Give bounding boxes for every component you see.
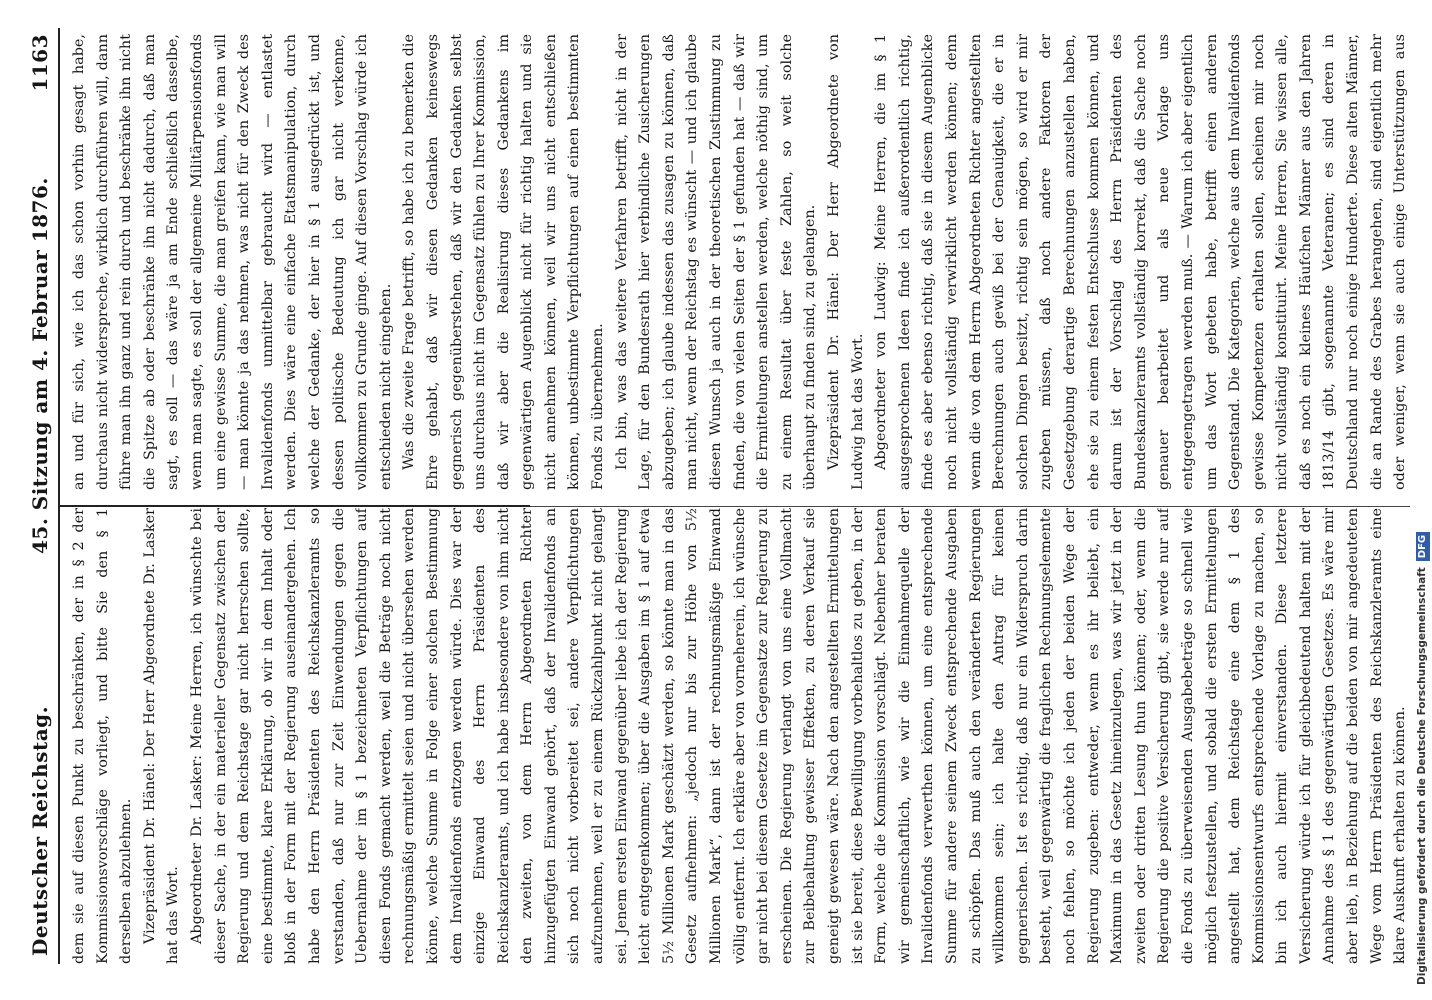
dfg-credit [1408,0,1432,1000]
left-paragraph: Vizepräsident Dr. Hänel: Der Herr Abgeordnete Dr. Lasker hat das Wort. [141,508,182,964]
dfg-credit-text: Digitalisierung gefördert durch die Deutsche Forschungsgemeinschaft [1416,567,1428,985]
left-paragraph: Abgeordneter Dr. Lasker: Meine Herren, ich wünschte bei dieser Sache, in der ein materieller Gegensatz zwischen der Regierung und dem Reichstage gar nicht herrschen sollte, eine bestimmte, klare Erklärung, ob wir in dem Inhalt oder bloß in der Form mit der Regierung auseinandergehen. Ich habe den Herrn Präsidenten des Reichskanzleramts so verstanden, daß nur zur Zeit Einwendungen gegen die Uebernahme der im § 1 bezeichneten Verpflichtungen auf diesen Fonds gemacht werden, weil die Beträge noch nicht rechnungsmäßig ermittelt seien und nicht übersehen werden könne, welche Summe in Folge einer solchen Bestimmung dem Invalidenfonds entzogen werden würde. Dies war der einzige Einwand des Herrn Präsidenten des Reichskanzleramts, und ich habe insbesondere von ihm nicht den zweiten, von dem Herrn Abgeordneten Richter hinzugefügten Einwand gehört, daß der Invalidenfonds an sich noch nicht vorbereitet sei, andere Verpflichtungen aufzunehmen, weil er zu einem Rückzahlpunkt nicht gelangt sei. Jenem ersten Einwand gegenüber liebe ich der Regierung leicht entgegenkommen; über die Ausgaben im § 1 auf etwa 5½ Millionen Mark geschätzt werden, so könnte man in das Gesetz aufnehmen: „jedoch nur bis zur Höhe von 5½ Millionen Mark“, dann ist der rechnungsmäßige Einwand völlig entfernt. Ich erkläre aber von vorneherein, ich wünsche gar nicht bei diesem Gesetze im Gegensatze zur Regierung zu erscheinen. Die Regierung verlangt von uns eine Vollmacht zur Beibehaltung gewisser Effekten, zu deren Verkauf sie geneigt gewesen wäre. Nach den angestellten Ermittelungen ist sie bereit, diese Bewilligung vorbehaltlos zu geben, in der Form, welche die Kommission vorschlägt. Nebenher beraten wir gemeinschaftlich, wie wir die Einnahmequelle der Invalidenfonds verwerthen können, um eine entsprechende Summe für andere seinem Zweck entsprechende Ausgaben zu schöpfen. Das muß auch den veränderten Regierungen willkommen sein; ich halte den Antrag für keinen gegnerischen. Ist es richtig, daß nur ein Widerspruch darin besteht, weil gegenwärtig die fraglichen Rechnungselemente noch fehlen, so möchte ich jeden der beiden Wege der Regierung zugeben: entweder, wenn es ihr beliebt, ein Maximum in das Gesetz hineinzulegen, was wir jetzt in der zweiten oder dritten Lesung thun können; oder, wenn die Regierung die positive Versicherung gibt, sie werde nur auf die Fonds zu überweisenden Ausgabebeträge so schnell wie möglich festzustellen, und sobald die ersten Ermittelungen angestellt hat, dem Reichstage eine dem § 1 des Kommissionsentwurfs entsprechende Vorlage zu machen, so bin ich auch hiermit einverstanden. Diese letztere Versicherung würde ich für gleichbedeutend halten mit der Annahme des § 1 des gegenwärtigen Gesetzes. Es wäre mir aber lieb, in Beziehung auf die beiden von mir angedeuteten Wege vom Herrn Präsidenten des Reichskanzleramts eine klare Auskunft erhalten zu können. [188,508,1408,964]
header-publication: Deutscher Reichstag. [28,705,52,956]
right-text-column [68,34,1408,490]
right-paragraph: an und für sich, wie ich das schon vorhin gesagt habe, durchaus nicht widerspreche, wirklich durchführen will, dann führe man ihn ganz und rein durch und beschränke ihn nicht die Spitze ab oder beschränke ihn nicht dadurch, daß man sagt, es soll — das wäre ja am Ende schließlich dasselbe, wenn man sagte, es soll der allgemeine Militärpensionsfonds um eine gewisse Summe, die man greifen kann, wie man will — man könnte ja das nehmen, was nicht für den Zweck des Invalidenfonds unmittelbar gebraucht wird — entlastet werden. Dies wäre eine einfache Etatsmanipulation, durch welche der Gedanke, der hier in § 1 ausgedrückt ist, und dessen politische Bedeutung ich gar nicht verkenne, vollkommen zu Grunde ginge. Auf diesen Vorschlag würde ich entschieden nicht eingehen. [71,34,394,490]
right-paragraph: Ich bin, was das weitere Verfahren betrifft, nicht in der Lage, für den Bundesrath hier verbindliche Zusicherungen abzugeben; ich glaube indessen das zusagen zu können, daß man nicht, wenn der Reichstag es wünscht — und ich glaube diesen Wunsch ja auch in der theoretischen Zustimmung zu finden, die von vielen Seiten der § 1 gefunden hat — daß wir die Ermittelungen anstellen werden, welche nöthig sind, um zu einem Resultat über feste Zahlen, so weit solche überhaupt zu finden sind, zu gelangen. [613,34,819,490]
column-divider-lower [530,506,1410,507]
right-paragraph: Was die zweite Frage betrifft, so habe ich zu bemerken die Ehre gehabt, daß wir diesen Gedanken keineswegs gegnerisch gegenüberstehen, daß wir den Gedanken selbst uns durchaus nicht im Gegensatz fühlen zu Ihrer Kommission, daß wir aber die Realisirung dieses Gedankens im gegenwärtigen Augenblick nicht für richtig halten und sie nicht annehmen können, weil wir uns nicht entschließen können, unbestimmte Verpflichtungen auf einen bestimmten Fonds zu übernehmen. [401,34,607,490]
column-divider [60,505,530,507]
left-text-column [68,508,1408,964]
page-number: 1163 [28,34,52,92]
left-paragraph: dem sie auf diesen Punkt zu beschränken, der in § 2 der Kommissionsvorschläge vorliegt, und bitte Sie den § 1 derselben abzulehnen. [71,508,135,964]
right-paragraph: Abgeordneter von Ludwig: Meine Herren, die im § 1 ausgesprochenen Ideen finde ich außerordentlich richtig, finde es aber ebenso richtig, daß sie in diesem Augenblicke noch nicht vollständig verwirklicht werden können; denn wenn die von dem Herrn Abgeordneten Richter angestellten Berechnungen auch gewiß bei der Genauigkeit, die er in solchen Dingen besitzt, richtig sein mögen, so wird er mir zugeben müssen, daß noch andere Faktoren der Gesetzgebung derartige Berechnungen anzustellen haben, ehe sie zu einem festen Entschlusse kommen können, und darum ist der Vorschlag des Herrn Präsidenten des Bundeskanzleramts vollständig korrekt, daß die Sache noch genauer bearbeitet und als neue Vorlage uns entgegengetragen werden muß. — Warum ich aber eigentlich um das Wort gebeten habe, betrifft einen anderen Gegenstand. Die Kategorien, welche aus dem Invalidenfonds gewisse Kompetenzen erhalten sollen, scheinen mir noch nicht vollständig konstituirt. Meine Herren, Sie wissen alle, daß es noch ein kleines Häufchen Männer aus den Jahren 1813/14 gibt, sogenannte Veteranen; es sind deren in Deutschland nur noch einige Hunderte. Diese alten Männer, die an Rande des Grabes herangehen, sind eigentlich mehr oder weniger, wenn sie auch einige Unterstützungen aus [873,34,1408,490]
right-paragraph: Vizepräsident Dr. Hänel: Der Herr Abgeordnete von Ludwig hat das Wort. [826,34,866,490]
dfg-logo: DFG [1416,532,1430,561]
page-header [22,28,60,964]
header-session: 45. Sitzung am 4. Februar 1876. [28,177,52,554]
